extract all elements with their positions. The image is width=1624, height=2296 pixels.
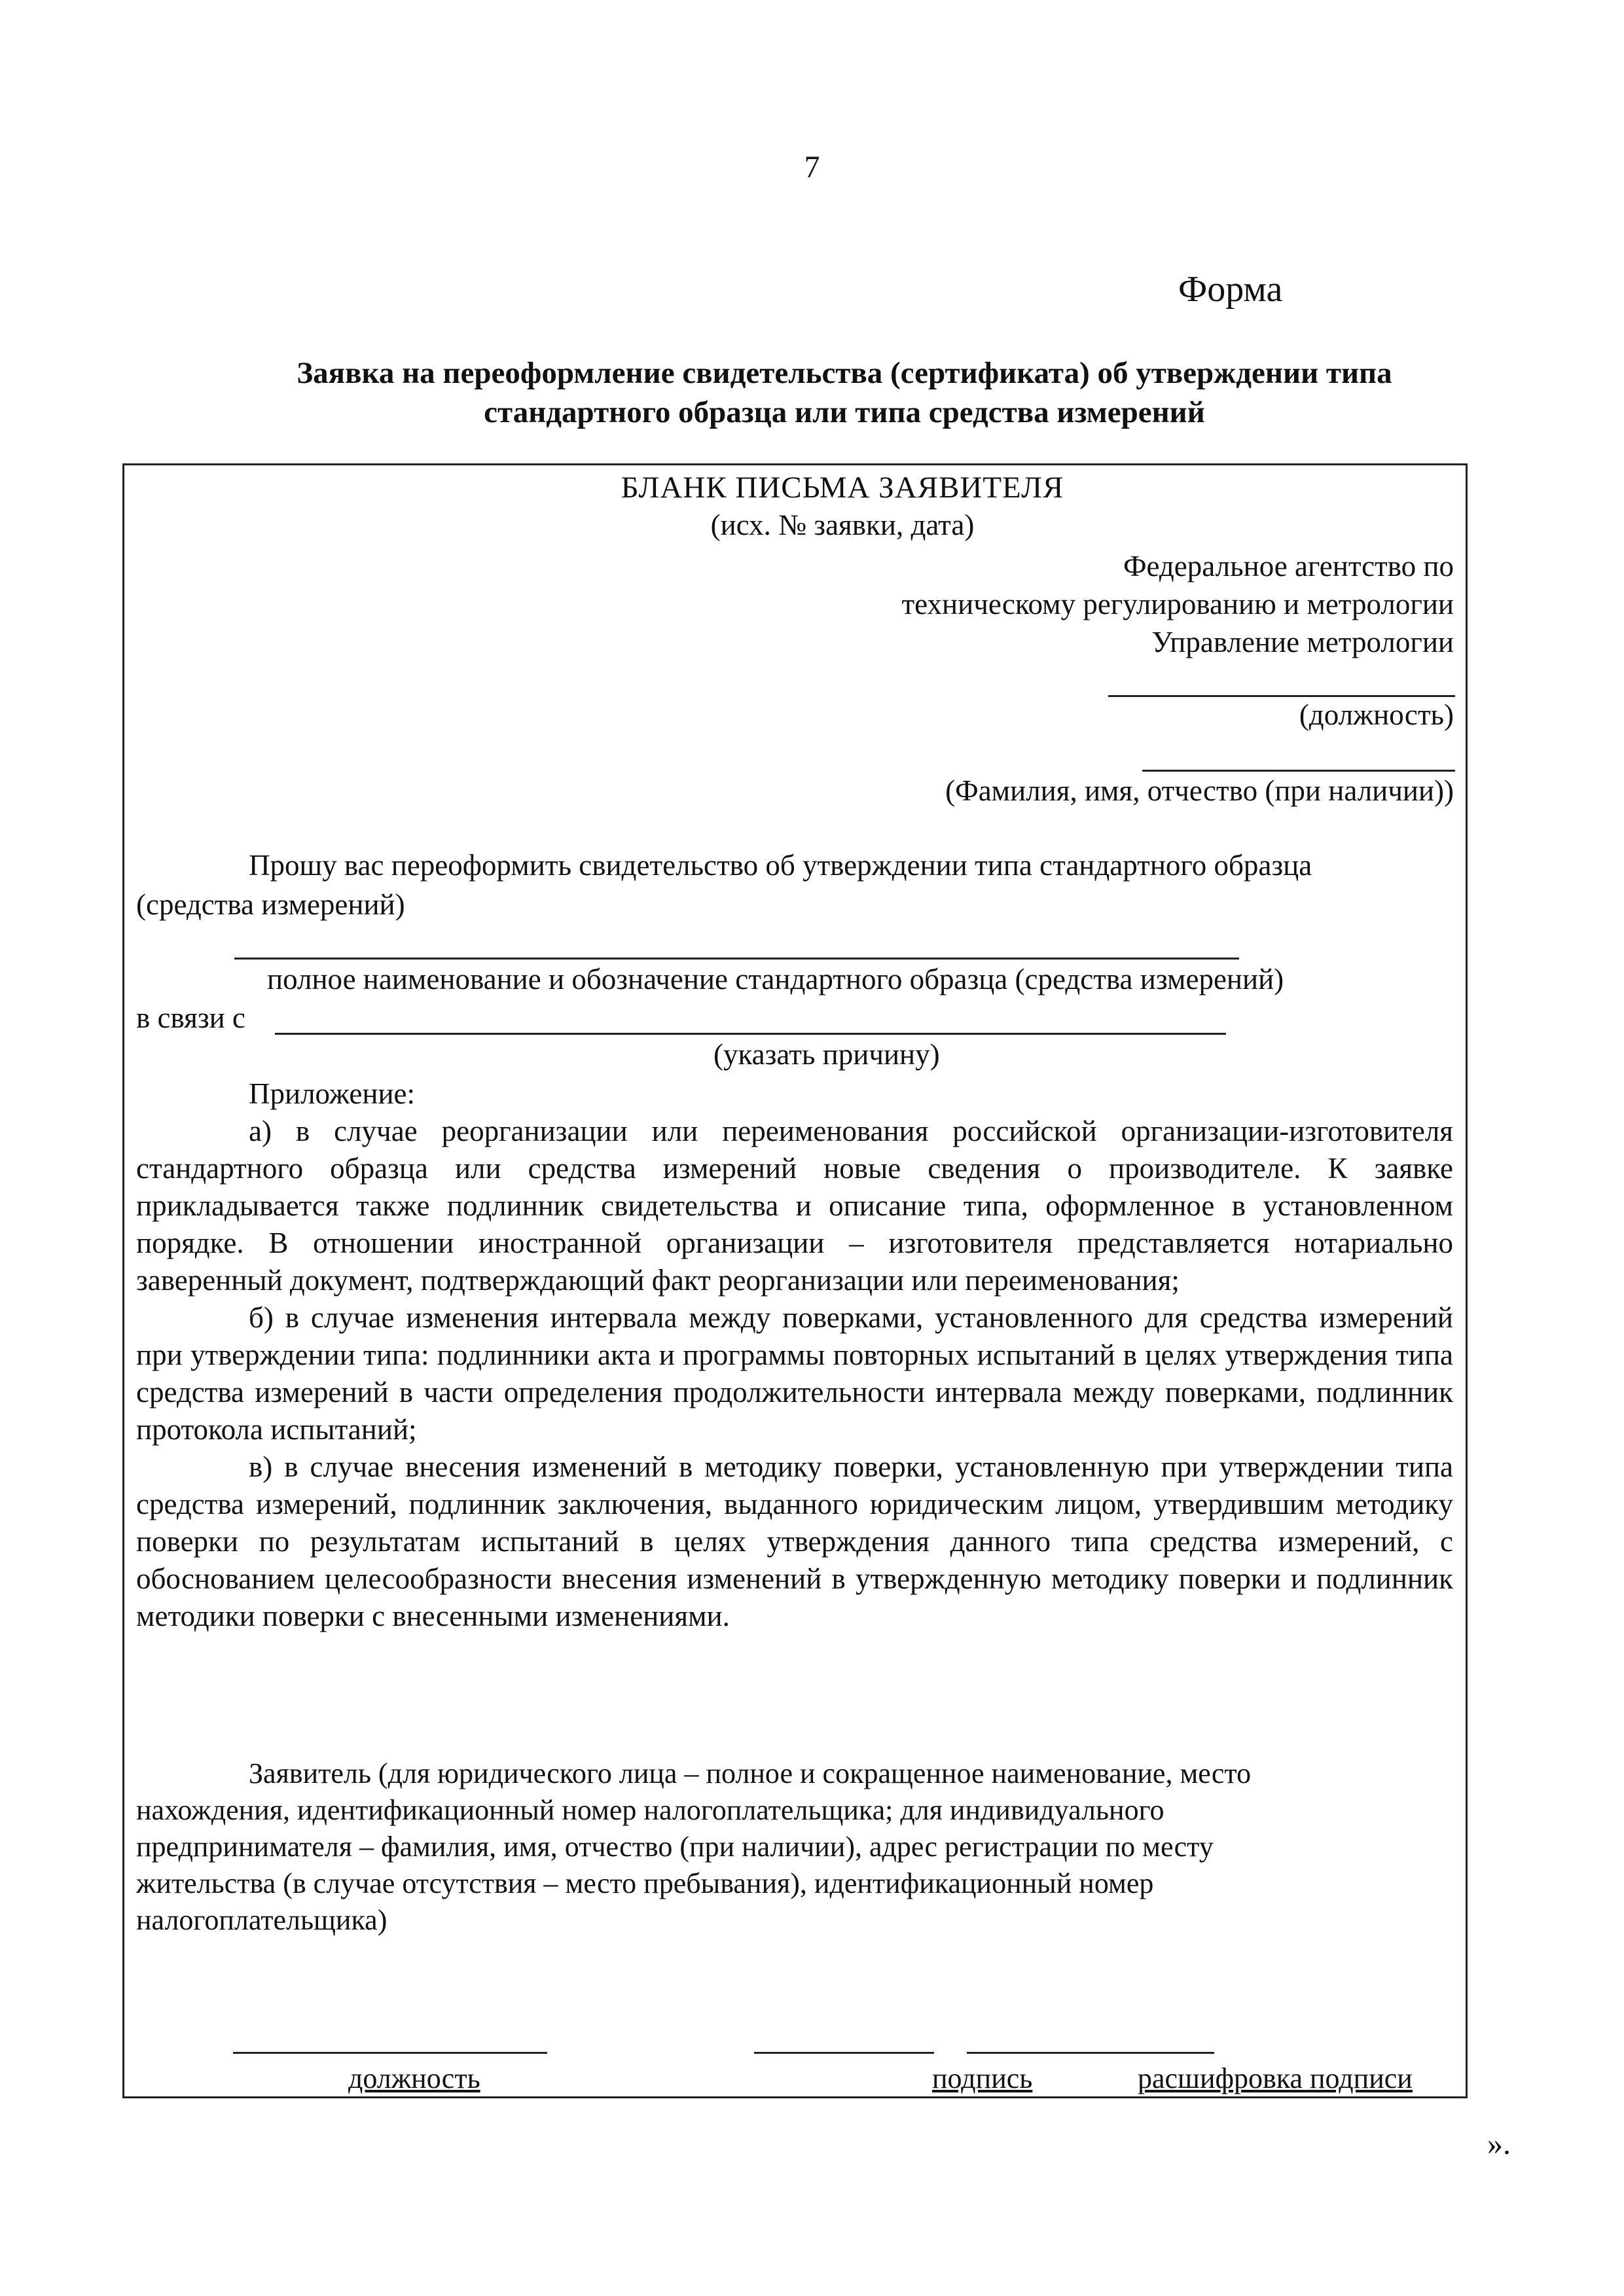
- signature-line[interactable]: [754, 2052, 934, 2054]
- attachment-item-c: в) в случае внесения изменений в методику поверки, установленную при утверждении типа средства измерений, подлинник заключения, выданного юридическим лицом, утвердившим методику поверки по результатам испытаний в целях утверждения данного типа средства измерений, с обоснованием целесообразности внесения изменений в утвержденную методику поверки и подлинник методики поверки с внесенными изменениями.: [136, 1450, 1453, 1632]
- request-text-line-1: Прошу вас переоформить свидетельство об утверждении типа стандартного образца: [249, 849, 1312, 882]
- addressee-line-2: техническому регулированию и метрологии: [901, 588, 1454, 620]
- applicant-line-4: жительства (в случае отсутствия – место пребывания), идентификационный номер: [136, 1867, 1154, 1899]
- standard-name-fill-line[interactable]: [234, 958, 1239, 960]
- applicant-line-2: нахождения, идентификационный номер налогоплательщика; для индивидуального: [136, 1794, 1164, 1826]
- attachment-list: [136, 1113, 1453, 1635]
- reason-fill-line[interactable]: [275, 1033, 1226, 1035]
- standard-name-hint: полное наименование и обозначение стандартного образца (средства измерений): [267, 963, 1284, 996]
- attachment-label: Приложение:: [249, 1077, 416, 1110]
- page-number: 7: [804, 150, 820, 185]
- applicant-line-1: Заявитель (для юридического лица – полное и сокращенное наименование, место: [249, 1757, 1252, 1789]
- letterhead-subtitle: (исх. № заявки, дата): [710, 509, 975, 541]
- attachment-item-a: а) в случае реорганизации или переименования российской организации-изготовителя стандартного образца или средства измерений новые сведения о производителе. К заявке прикладывается также подлинник свидетельства и описание типа, оформленное в установленном порядке. В отношении иностранной организации – изготовителя представляется нотариально заверенный документ, подтверждающий факт реорганизации или переименования;: [136, 1115, 1453, 1297]
- position-fill-line[interactable]: [1108, 695, 1455, 697]
- signature-position-caption: должность: [348, 2062, 480, 2094]
- applicant-line-3: предпринимателя – фамилия, имя, отчество (при наличии), адрес регистрации по месту: [136, 1831, 1214, 1863]
- document-title: [196, 353, 1492, 432]
- applicant-block: [136, 1755, 1453, 1939]
- closing-quote-mark: ».: [1487, 2126, 1511, 2161]
- position-signature-line[interactable]: [233, 2052, 547, 2054]
- name-fill-line[interactable]: [1142, 770, 1455, 772]
- attachment-item-b: б) в случае изменения интервала между поверками, установленного для средства измерений при утверждении типа: подлинники акта и программы повторных испытаний в целях утверждения типа средства измерений в части определения продолжительности интервала между поверками, подлинник протокола испытаний;: [136, 1301, 1453, 1446]
- request-text-line-2: (средства измерений): [136, 888, 405, 921]
- reason-prefix: в связи с: [136, 1001, 245, 1034]
- addressee-block: [902, 547, 1454, 661]
- addressee-line-1: Федеральное агентство по: [1123, 550, 1454, 583]
- name-hint: (Фамилия, имя, отчество (при наличии)): [945, 774, 1454, 807]
- letterhead-title: БЛАНК ПИСЬМА ЗАЯВИТЕЛЯ: [621, 471, 1064, 505]
- decoding-signature-line[interactable]: [967, 2052, 1214, 2054]
- document-title-line-2: стандартного образца или типа средства измерений: [484, 395, 1205, 429]
- reason-hint: (указать причину): [713, 1038, 940, 1071]
- document-title-line-1: Заявка на переоформление свидетельства (сертификата) об утверждении типа: [297, 356, 1392, 390]
- addressee-line-3: Управление метрологии: [1151, 626, 1454, 658]
- applicant-line-5: налогоплательщика): [136, 1904, 388, 1936]
- signature-caption: подпись: [932, 2062, 1033, 2094]
- signature-decoding-caption: расшифровка подписи: [1138, 2062, 1413, 2094]
- position-hint: (должность): [1299, 698, 1454, 731]
- form-label: Форма: [1178, 269, 1283, 310]
